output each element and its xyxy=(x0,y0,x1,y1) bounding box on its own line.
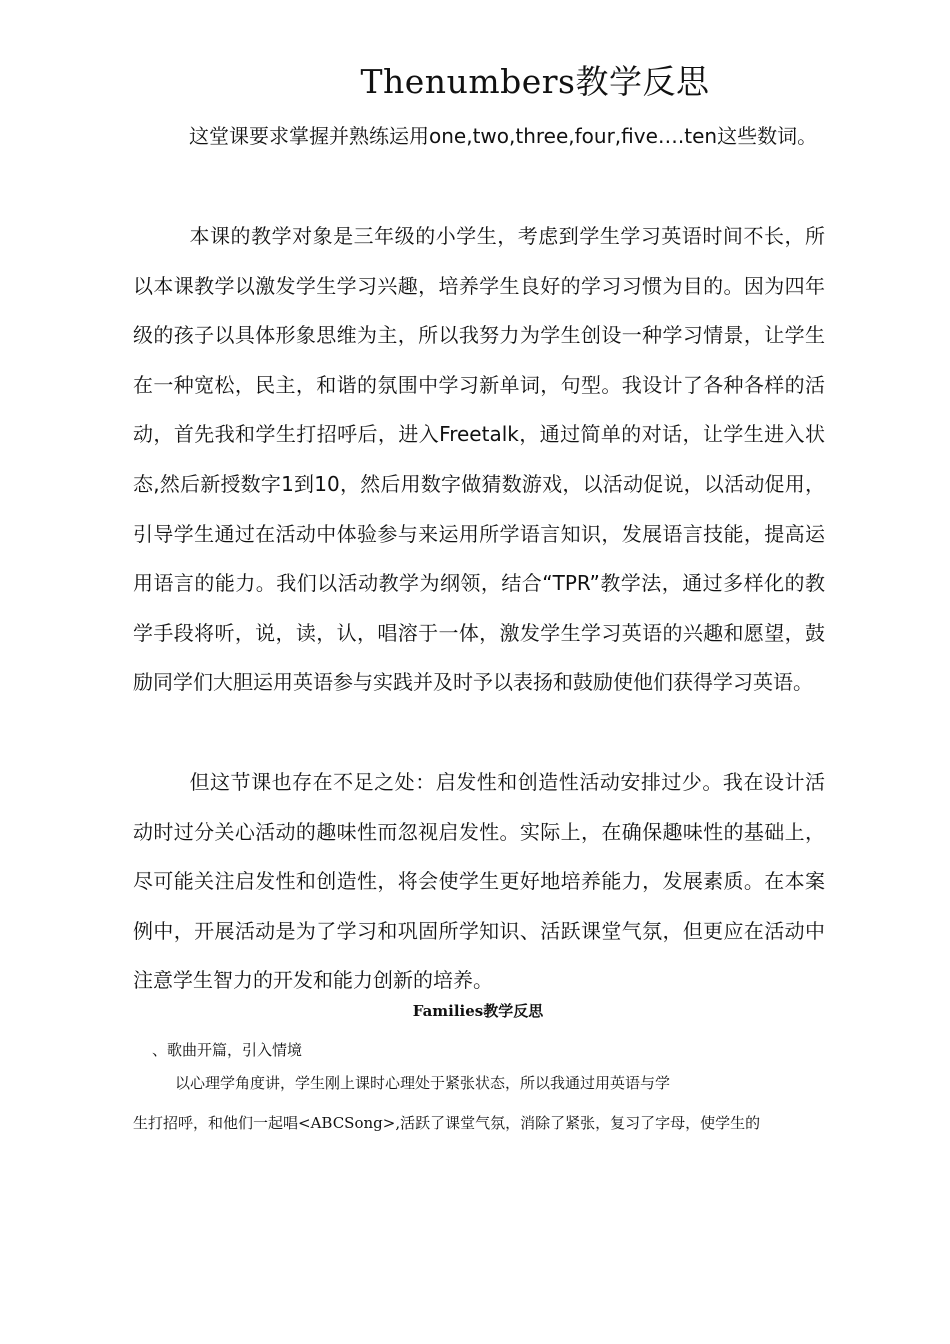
paragraph-2-text: 本课的教学对象是三年级的小学生，考虑到学生学习英语时间不长，所以本课教学以激发学生学习兴趣，培养学生良好的学习习惯为目的。因为四年级的孩子以具体形象思维为主，所以我努力为学生创设一种学习情景，让学生在一种宽松，民主，和谐的氛围中学习新单词，句型。我设计了各种各样的活动，首先我和学生打招呼后，进入Freetalk，通过简单的对话，让学生进入状态,然后新授数字1到10，然后用数字做猜数游戏，以活动促说，以活动促用，引导学生通过在活动中体验参与来运用所学语言知识，发展语言技能，提高运用语言的能力。我们以活动教学为纲领，结合“TPR”教学法，通过多样化的教学手段将听，说，读，认，唱溶于一体，激发学生学习英语的兴趣和愿望，鼓励同学们大胆运用英语参与实践并及时予以表扬和鼓励使他们获得学习英语。 xyxy=(133,224,825,695)
section-heading: 、歌曲开篇，引入情境 xyxy=(152,1041,303,1059)
paragraph-1 xyxy=(133,112,825,162)
section-line-1: 以心理学角度讲，学生刚上课时心理处于紧张状态，所以我通过用英语与学 xyxy=(175,1074,671,1092)
page-title: Thenumbers教学反思 xyxy=(360,62,710,101)
second-title: Families教学反思 xyxy=(412,1002,544,1020)
paragraph-3-text: 但这节课也存在不足之处：启发性和创造性活动安排过少。我在设计活动时过分关心活动的趣味性而忽视启发性。实际上，在确保趣味性的基础上，尽可能关注启发性和创造性，将会使学生更好地培养能力，发展素质。在本案例中，开展活动是为了学习和巩固所学知识、活跃课堂气氛，但更应在活动中注意学生智力的开发和能力创新的培养。 xyxy=(133,770,825,993)
paragraph-3 xyxy=(133,758,825,1006)
section-line-2: 生打招呼，和他们一起唱<ABCSong>,活跃了课堂气氛，消除了紧张，复习了字母，使学生的 xyxy=(133,1114,761,1132)
paragraph-2 xyxy=(133,212,825,708)
paragraph-1-text: 这堂课要求掌握并熟练运用one,two,three,four,five….ten这些数词。 xyxy=(189,124,818,148)
